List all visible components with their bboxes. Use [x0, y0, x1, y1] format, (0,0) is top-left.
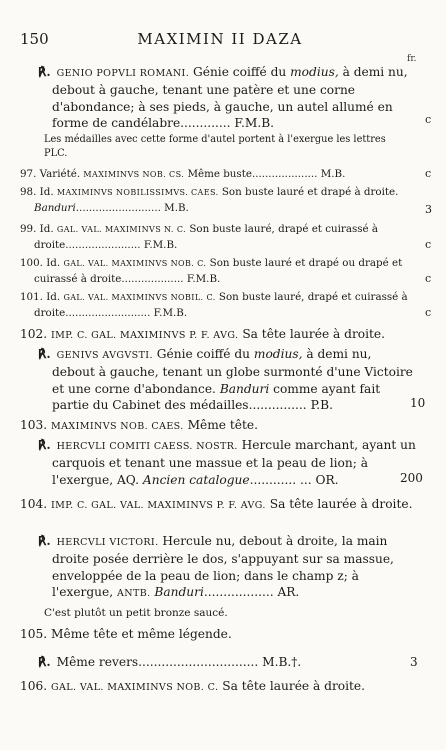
rarity-value: 3 — [425, 203, 432, 216]
collection-ref: M.B. — [164, 201, 189, 214]
description-cont: à demi nu, debout à gauche, tenant un globe surmonté d'une Victoire et une corne d'abondance. — [52, 347, 413, 396]
description: Son buste lauré, drapé et cuirassé à droite.......................... — [34, 291, 408, 319]
leader-dots: .................. — [203, 585, 274, 600]
entry-number: 104. — [20, 497, 48, 511]
entry-number: 100. — [20, 257, 43, 269]
legend: HERCVLI VICTORI. — [56, 537, 159, 548]
description: Même revers............................... — [56, 655, 259, 669]
collection-ref: AR. — [277, 585, 300, 600]
collection-ref: F.M.B. — [143, 238, 178, 251]
entry-100 — [20, 256, 416, 287]
entry-number: 102. — [20, 327, 48, 341]
page-header — [20, 30, 420, 50]
entry-number: 97. — [20, 168, 37, 180]
description: Sa tête laurée à droite. — [222, 679, 365, 693]
rarity-value: c — [425, 238, 432, 251]
legend: IMP. C. GAL. VAL. MAXIMINVS P. F. AVG. — [51, 500, 266, 511]
rarity-value: 200 — [400, 471, 423, 485]
entry-reverse-genio — [38, 64, 416, 132]
collection-ref: M.B. — [320, 168, 346, 180]
description: Génie coiffé du — [156, 347, 251, 361]
description: Génie coiffé du — [193, 65, 287, 79]
description: Hercule nu, debout à droite, la main droite posée derrière le dos, s'appuyant sur sa massue, enveloppée de la peau de lion; dans le champ z; à l'exergue, — [52, 534, 394, 600]
corner-mark: fr. — [407, 54, 417, 64]
legend: GAL. VAL. MAXIMINVS N. C. — [56, 225, 187, 234]
legend: GENIO POPVLI ROMANI. — [56, 68, 190, 79]
legend: GENIVS AVGVSTI. — [56, 350, 153, 361]
entry-reverse-hercvli-comiti — [38, 437, 416, 488]
reverse-symbol: ℟. — [38, 65, 51, 79]
entry-reverse-hercvli-victori — [38, 533, 416, 603]
description: Son buste lauré et drapé à droite. — [221, 186, 399, 198]
description: Sa tête laurée à droite. — [242, 327, 386, 341]
rarity-value: c — [425, 306, 432, 319]
reverse-symbol: ℟. — [38, 438, 51, 452]
variant-label: Id. — [46, 291, 61, 303]
collection-ref: F.M.B. — [234, 116, 275, 131]
description: Même tête et même légende. — [51, 627, 232, 641]
italic-source: Banduri — [154, 585, 204, 600]
page-number: 150 — [20, 30, 49, 48]
exergue-letters: ANTB. — [117, 588, 151, 600]
description-end: comme ayant fait partie du Cabinet des médailles............... — [52, 381, 381, 413]
legend: GAL. VAL. MAXIMINVS NOB. C. — [63, 259, 207, 268]
entry-number: 106. — [20, 679, 48, 693]
leader-dots: .......................... — [75, 201, 161, 214]
rarity-value: c — [425, 167, 432, 180]
entry-number: 101. — [20, 291, 43, 303]
description: Son buste lauré et drapé ou drapé et cuirassé à droite................... — [34, 257, 403, 285]
italic-term: modius, — [253, 347, 303, 361]
variant-label: Variété. — [39, 168, 81, 180]
collection-ref: F.M.B. — [186, 272, 221, 285]
description: Son buste lauré, drapé et cuirassé à droite....................... — [34, 223, 379, 251]
reverse-symbol: ℟. — [38, 347, 51, 361]
entry-106 — [20, 678, 416, 696]
entry-103 — [20, 417, 416, 435]
rarity-value: c — [425, 272, 432, 285]
rarity-value: 3 — [410, 655, 418, 669]
note-saucé: C'est plutôt un petit bronze saucé. — [44, 607, 228, 619]
legend: GAL. VAL. MAXIMINVS NOBIL. C. — [63, 293, 216, 302]
rarity-value: 10 — [410, 396, 426, 410]
description: Hercule marchant, ayant un carquois et tenant une massue et la peau de lion; à l'exergue, AQ. — [52, 438, 416, 487]
variant-label: Id. — [46, 257, 61, 269]
entry-reverse-genius — [38, 346, 416, 414]
leader-dots: ............ ... — [249, 472, 312, 487]
collection-ref: OR. — [315, 472, 339, 487]
italic-source: Ancien catalogue — [142, 472, 250, 487]
entry-101 — [20, 290, 416, 321]
reverse-symbol: ℟. — [38, 655, 51, 669]
description: Même tête. — [187, 418, 258, 432]
description-cont: à demi nu, debout à gauche, tenant une patère et une corne d'abondance; à ses pieds, à gauche, un autel allumé en forme de candélabre............. — [52, 65, 408, 131]
description: Même buste.................... — [187, 168, 318, 180]
entry-number: 103. — [20, 418, 48, 432]
entry-98 — [20, 185, 416, 216]
entry-99 — [20, 222, 416, 253]
entry-105 — [20, 626, 416, 642]
entry-number: 105. — [20, 627, 48, 641]
variant-label: Id. — [39, 186, 54, 198]
italic-term: modius, — [290, 65, 339, 79]
collection-ref: M.B.†. — [262, 655, 302, 669]
italic-source: Banduri — [219, 381, 270, 396]
running-title: MAXIMIN II DAZA — [137, 30, 303, 48]
entry-102 — [20, 326, 416, 344]
legend: MAXIMINVS NOB. CAES. — [51, 421, 184, 432]
reverse-symbol: ℟. — [38, 534, 51, 548]
description: Sa tête laurée à droite. — [269, 497, 413, 511]
note-altar: Les médailles avec cette forme d'autel portent à l'exergue les lettres PLC. — [44, 134, 386, 159]
entry-104 — [20, 496, 416, 514]
collection-ref: F.M.B. — [153, 306, 188, 319]
legend: MAXIMINVS NOBILISSIMVS. CAES. — [56, 188, 219, 197]
entry-97 — [20, 167, 416, 183]
legend: MAXIMINVS NOB. CS. — [83, 170, 185, 179]
rarity-value: c — [425, 113, 432, 126]
variant-label: Id. — [39, 223, 54, 235]
collection-ref: P.B. — [310, 398, 333, 413]
italic-term: Banduri — [34, 201, 76, 214]
legend: HERCVLI COMITI CAESS. NOSTR. — [56, 441, 238, 452]
entry-number: 98. — [20, 186, 37, 198]
legend: IMP. C. GAL. MAXIMINVS P. F. AVG. — [51, 330, 239, 341]
legend: GAL. VAL. MAXIMINVS NOB. C. — [51, 682, 219, 693]
entry-reverse-meme — [38, 654, 416, 670]
entry-number: 99. — [20, 223, 37, 235]
